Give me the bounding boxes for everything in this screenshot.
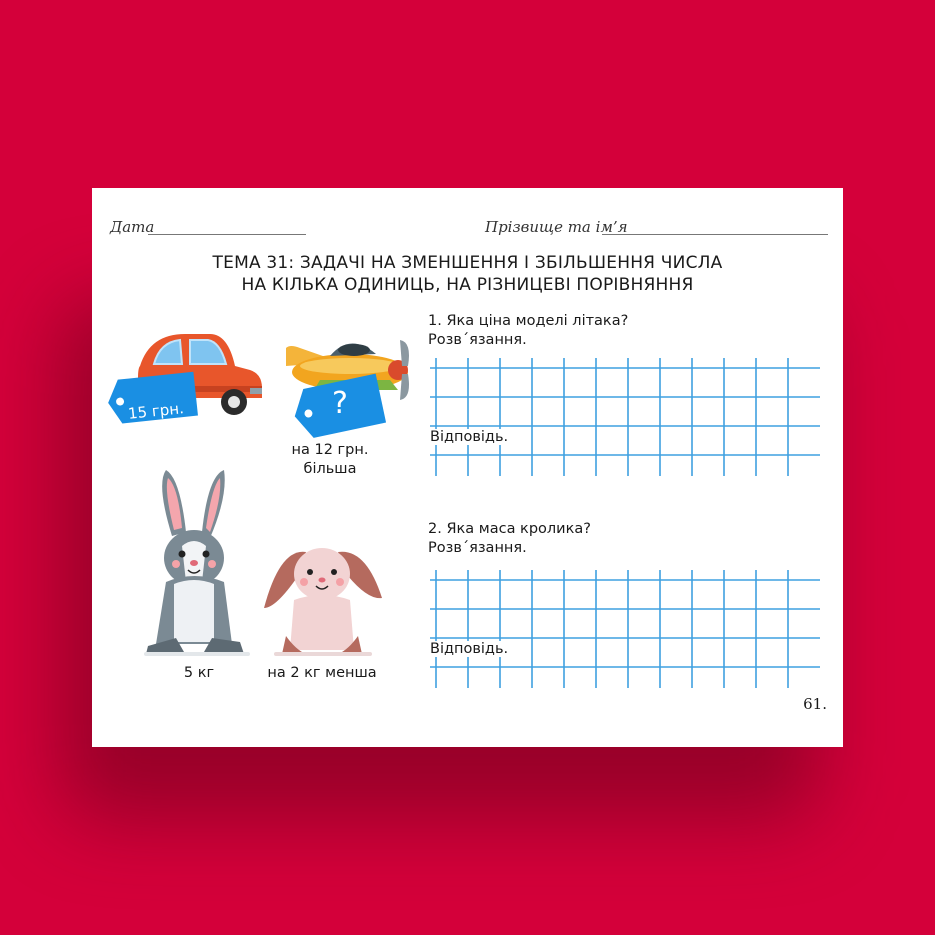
date-label: Дата <box>110 218 155 236</box>
title-line-1: ТЕМА 31: ЗАДАЧІ НА ЗМЕНШЕННЯ І ЗБІЛЬШЕННЯ ЧИСЛА <box>212 253 723 273</box>
name-label: Прізвище та ім’я <box>485 218 628 236</box>
pink-bunny-caption: на 2 кг менша <box>267 665 377 681</box>
task-2 <box>428 520 591 558</box>
task-2-answer-label: Відповідь. <box>430 641 509 657</box>
date-line <box>148 234 306 235</box>
task-1 <box>428 312 628 350</box>
worksheet <box>92 188 843 747</box>
task-1-solution-label: Розв´язання. <box>428 332 527 348</box>
page-number: 61. <box>803 695 827 713</box>
car-price-text: 15 грн. <box>127 399 185 423</box>
grey-rabbit-illustration <box>144 466 254 660</box>
name-line <box>602 234 828 235</box>
title-line-2: НА КІЛЬКА ОДИНИЦЬ, НА РІЗНИЦЕВІ ПОРІВНЯННЯ <box>241 275 694 295</box>
grey-rabbit-caption: 5 кг <box>183 665 215 681</box>
page-title <box>92 252 843 296</box>
plane-caption <box>262 441 398 479</box>
plane-caption-line-2: більша <box>303 461 357 477</box>
task-1-question: 1. Яка ціна моделі літака? <box>428 313 629 329</box>
pink-bunny-illustration <box>262 538 384 660</box>
plane-price-text: ? <box>332 386 348 421</box>
task-2-question: 2. Яка маса кролика? <box>428 521 591 537</box>
task-1-answer-label: Відповідь. <box>430 429 509 445</box>
task-2-grid[interactable] <box>430 570 820 688</box>
plane-caption-line-1: на 12 грн. <box>291 442 369 458</box>
task-2-solution-label: Розв´язання. <box>428 540 527 556</box>
task-1-grid[interactable] <box>430 358 820 476</box>
